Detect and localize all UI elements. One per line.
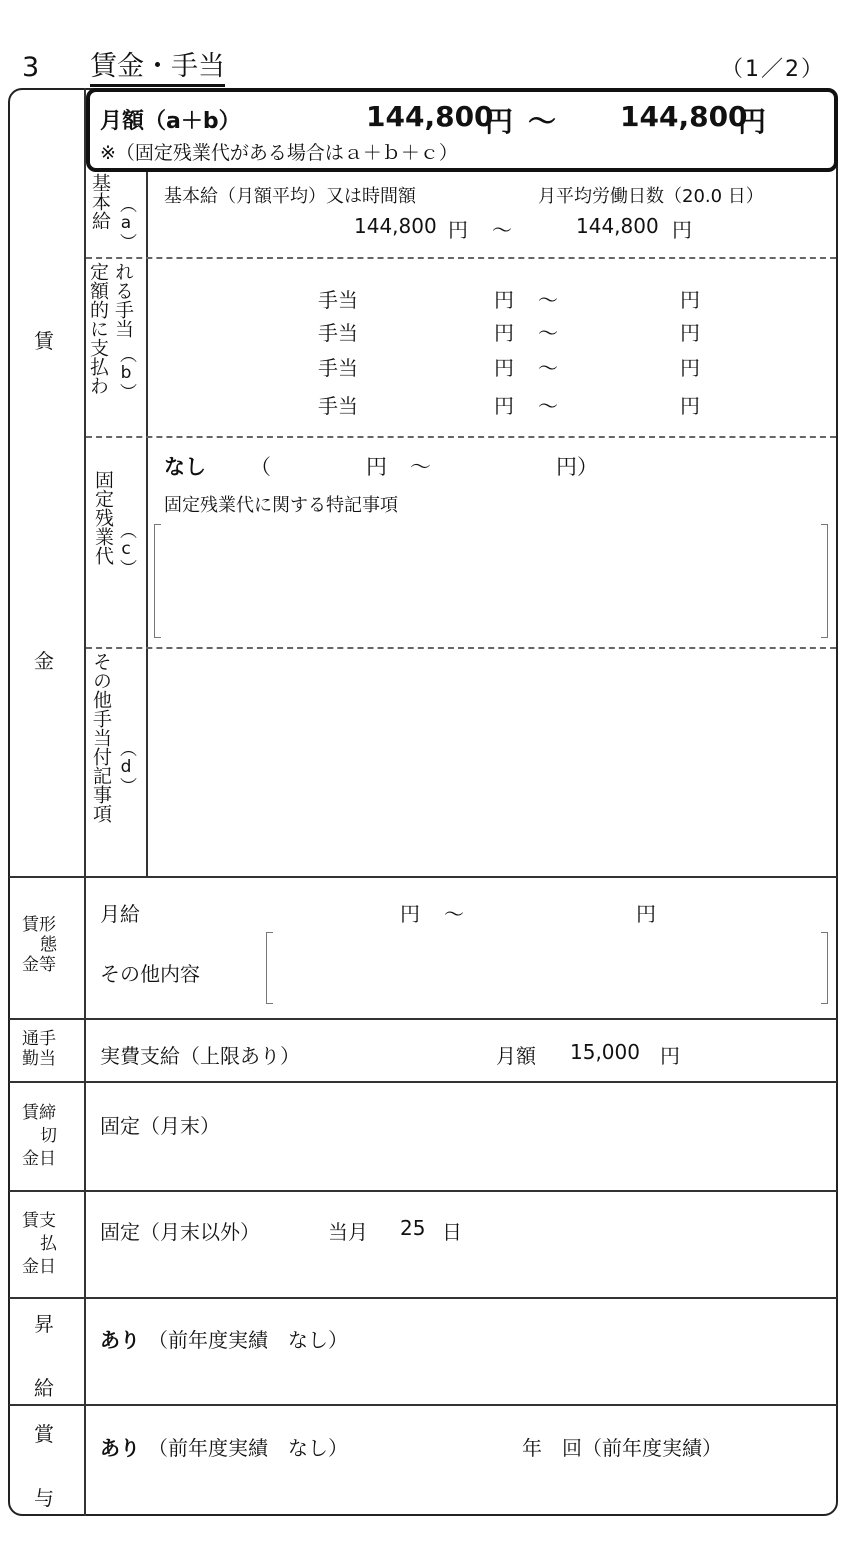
yen-label: 円 [680, 356, 700, 380]
raise-prev: （前年度実績 なし） [148, 1328, 348, 1352]
overtime-notes-box [154, 524, 828, 638]
payday-when: 当月 [328, 1220, 368, 1244]
bonus-prev: （前年度実績 なし） [148, 1436, 348, 1460]
yen-label: 円 [494, 288, 514, 312]
other-content-box [266, 932, 828, 1004]
yen-label: 円 [680, 394, 700, 418]
fixed-allowance-vlabel-1: 定額的に支払わ [87, 262, 109, 395]
overtime-status: なし [164, 455, 206, 479]
tilde: ～ [538, 288, 558, 312]
cutoff-side-1: 賃締 [22, 1103, 56, 1123]
yen-label: 円 [672, 218, 692, 242]
other-allowance-vparen: （d） [116, 740, 136, 794]
yen-label: 円 [680, 288, 700, 312]
raise-side-1: 昇 [34, 1312, 54, 1336]
bonus-status: あり [100, 1436, 140, 1460]
payday-value: 固定（月末以外） [100, 1220, 260, 1244]
wage-side-label-top: 賃 [34, 329, 54, 353]
wage-side-label-bottom: 金 [34, 649, 54, 673]
paren-open: （ [250, 455, 271, 479]
row-divider [9, 1404, 837, 1406]
allowance-name: 手当 [318, 356, 358, 380]
yen-label: 円 [738, 105, 767, 138]
dashed-divider [86, 257, 836, 259]
overtime-vparen: （c） [116, 522, 136, 576]
overtime-notes-caption: 固定残業代に関する特記事項 [164, 495, 398, 516]
other-content-label: その他内容 [100, 962, 200, 986]
section-number: 3 [22, 52, 40, 83]
commute-amount-label: 月額 [496, 1044, 536, 1068]
wage-form-side-2: 態 [40, 935, 57, 955]
sublabel-divider [146, 172, 148, 877]
tilde: ～ [538, 321, 558, 345]
yen-label: 円 [400, 902, 420, 926]
section-title: 賃金・手当 [90, 50, 225, 87]
row-divider [9, 1081, 837, 1083]
payday-day: 25 [400, 1216, 426, 1240]
monthly-max: 144,800 [620, 100, 748, 133]
wage-type: 月給 [100, 902, 140, 926]
yen-label: 円 [494, 321, 514, 345]
raise-status: あり [100, 1328, 140, 1352]
fixed-allowance-vlabel-2: れる手当 [112, 262, 134, 338]
commute-value: 実費支給（上限あり） [100, 1044, 300, 1068]
dashed-divider [86, 436, 836, 438]
yen-label: 円 [680, 321, 700, 345]
row-divider [9, 876, 837, 878]
base-pay-min: 144,800 [354, 214, 437, 238]
row-divider [9, 1297, 837, 1299]
cutoff-value: 固定（月末） [100, 1114, 220, 1138]
allowance-name: 手当 [318, 321, 358, 345]
yen-label: 円 [448, 218, 468, 242]
bonus-side-1: 賞 [34, 1422, 54, 1446]
yen-label: 円） [556, 455, 598, 479]
commute-side-2: 勤当 [22, 1049, 56, 1069]
work-days-caption: 月平均労働日数（20.0 日） [538, 186, 764, 207]
tilde: ～ [538, 356, 558, 380]
row-divider [9, 1190, 837, 1192]
yen-label: 円 [366, 455, 387, 479]
base-pay-caption: 基本給（月額平均）又は時間額 [164, 186, 416, 207]
commute-side-1: 通手 [22, 1029, 56, 1049]
monthly-label: 月額（a＋b） [100, 109, 241, 134]
bonus-times: 年 回（前年度実績） [522, 1436, 722, 1460]
fixed-allowance-vparen: （b） [116, 346, 136, 400]
base-pay-vlabel: 基本給 [89, 173, 111, 230]
monthly-note: ※（固定残業代がある場合はａ＋ｂ＋ｃ） [100, 142, 458, 164]
other-allowance-vlabel: その他手当付記事項 [90, 652, 112, 823]
tilde: ～ [492, 218, 512, 242]
payday-unit: 日 [442, 1220, 462, 1244]
base-pay-vparen: （a） [116, 196, 136, 250]
dashed-divider [86, 647, 836, 649]
row-divider [9, 1018, 837, 1020]
page-indicator: （1／2） [721, 57, 825, 82]
yen-label: 円 [494, 356, 514, 380]
yen-label: 円 [636, 902, 656, 926]
payday-side-1: 賃支 [22, 1211, 56, 1231]
tilde: ～ [528, 105, 557, 138]
cutoff-side-2: 切 [40, 1126, 57, 1146]
bonus-side-2: 与 [34, 1486, 54, 1510]
wage-form-side-1: 賃形 [22, 915, 56, 935]
allowance-name: 手当 [318, 288, 358, 312]
cutoff-side-3: 金日 [22, 1149, 56, 1169]
allowance-name: 手当 [318, 394, 358, 418]
side-column-divider [84, 88, 86, 1516]
tilde: ～ [444, 902, 464, 926]
commute-amount: 15,000 [570, 1040, 640, 1064]
overtime-vlabel: 固定残業代 [92, 470, 114, 565]
raise-side-2: 給 [34, 1376, 54, 1400]
yen-label: 円 [660, 1044, 680, 1068]
payday-side-3: 金日 [22, 1257, 56, 1277]
payday-side-2: 払 [40, 1234, 57, 1254]
tilde: ～ [410, 455, 431, 479]
yen-label: 円 [485, 105, 514, 138]
tilde: ～ [538, 394, 558, 418]
base-pay-max: 144,800 [576, 214, 659, 238]
monthly-min: 144,800 [366, 100, 494, 133]
wage-form-side-3: 金等 [22, 955, 56, 975]
yen-label: 円 [494, 394, 514, 418]
